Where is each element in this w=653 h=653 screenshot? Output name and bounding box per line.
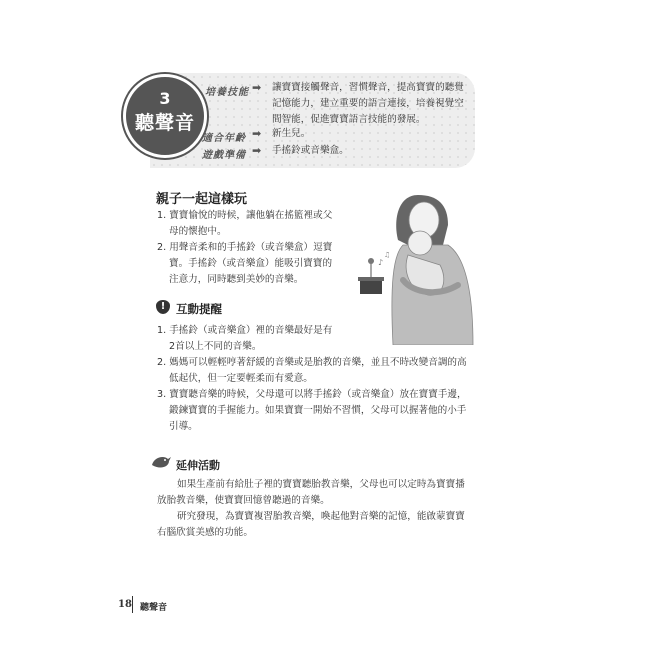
svg-text:♫: ♫ bbox=[384, 251, 391, 259]
exclamation-icon: ! bbox=[156, 300, 170, 314]
activity-badge bbox=[123, 74, 207, 158]
reminder-section-title: 互動提醒 bbox=[176, 302, 222, 316]
arrow-right-icon: ➡ bbox=[252, 127, 262, 140]
play-section-text: 1. 寶寶愉悅的時候，讓他躺在搖籃裡或父 母的懷抱中。 2. 用聲音柔和的手搖鈴（或音樂盒）逗寶 寶。手搖鈴（或音樂盒）能吸引寶寶的 注意力，同時聽到美妙的音樂。 bbox=[157, 210, 333, 285]
footer-title: 聽聲音 bbox=[140, 603, 168, 613]
play-section-title: 親子一起這樣玩 bbox=[156, 192, 248, 207]
reminder-section-text: 1. 手搖鈴（或音樂盒）裡的音樂最好是有 2首以上不同的音樂。 2. 媽媽可以輕輕哼著舒緩的音樂或是胎教的音樂，並且不時改變音調的高 低起伏，但一定要輕柔而有愛意。 3. 寶寶聽音樂的時候，父母還可以將手搖鈴（或音樂盒）放在寶寶手邊， 鍛鍊寶寶的手握能力。如果寶寶一開始不習慣，父母可以握著他的小手 引導。 bbox=[157, 325, 467, 432]
arrow-right-icon: ➡ bbox=[252, 81, 262, 94]
prep-text: 手搖鈴或音樂盒。 bbox=[272, 145, 349, 156]
prep-label: 遊戲準備 bbox=[202, 150, 246, 161]
bird-icon bbox=[150, 453, 172, 471]
footer-divider bbox=[132, 596, 133, 613]
mother-baby-illustration bbox=[348, 185, 478, 345]
badge-number: 3 bbox=[159, 89, 171, 108]
skill-label: 培養技能 bbox=[205, 87, 249, 98]
badge-title: 聽聲音 bbox=[134, 112, 195, 134]
age-label: 適合年齡 bbox=[202, 133, 246, 144]
skill-text: 讓寶寶接觸聲音，習慣聲音，提高寶寶的聽覺 記憶能力，建立重要的語言連接，培養視覺空 間智能，促進寶寶語言技能的發展。 bbox=[272, 82, 464, 125]
extension-section-text: 如果生產前有給肚子裡的寶寶聽胎教音樂，父母也可以定時為寶寶播 放胎教音樂，使寶寶回憶曾聽過的音樂。 研究發現，為寶寶複習胎教音樂，喚起他對音樂的記憶，能啟蒙寶寶 右腦欣賞美感的功能。 bbox=[157, 479, 465, 538]
extension-section-title: 延伸活動 bbox=[176, 459, 220, 472]
arrow-right-icon: ➡ bbox=[252, 144, 262, 157]
page-number: 18 bbox=[118, 599, 132, 610]
svg-text:♪: ♪ bbox=[378, 258, 384, 267]
age-text: 新生兒。 bbox=[272, 128, 311, 139]
